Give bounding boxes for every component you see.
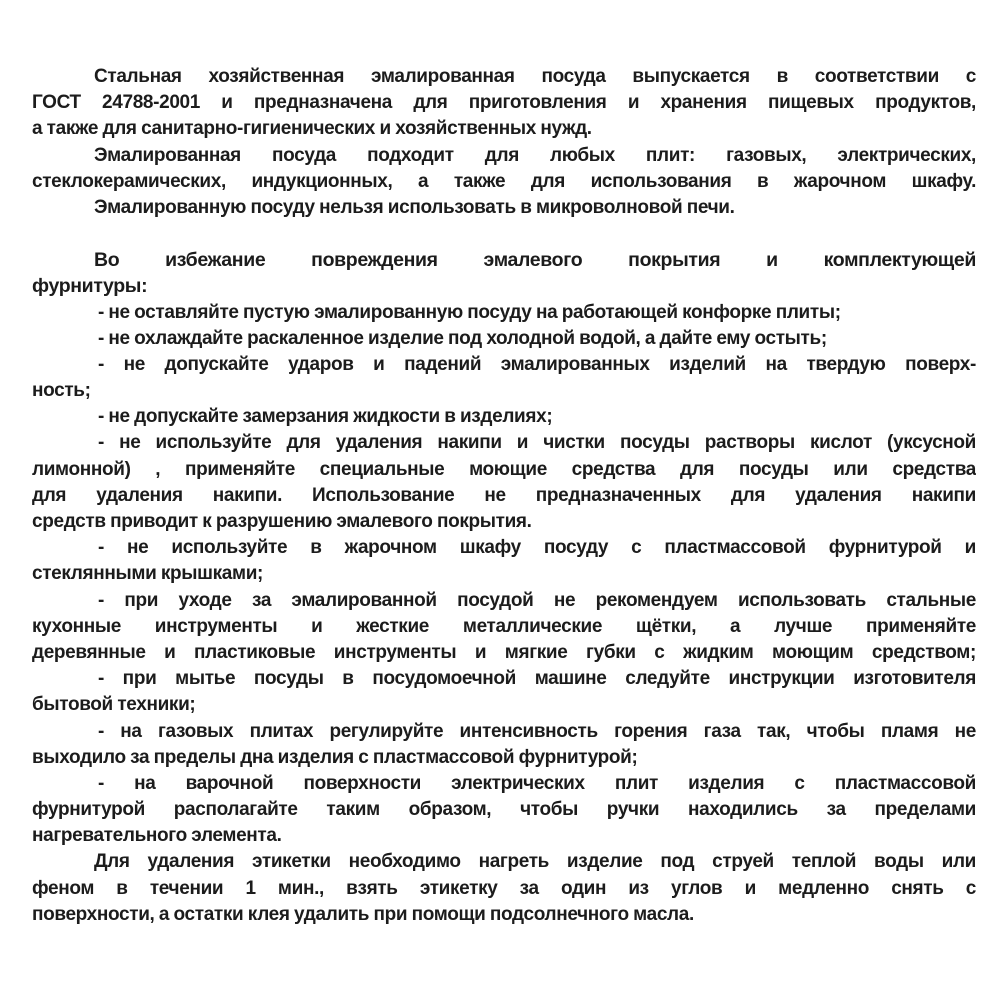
list-item-continuation: выходило за пределы дна изделия с пластмассовой фурнитурой;: [32, 746, 638, 768]
document-text: [32, 64, 976, 928]
list-item: - не используйте для удаления накипи и чистки посуды растворы кислот (уксусной: [98, 432, 976, 454]
paragraph-gap: [32, 221, 976, 247]
list-item-continuation: фурнитурой располагайте таким образом, чтобы ручки находились за пределами: [32, 799, 976, 821]
list-item: - на газовых плитах регулируйте интенсивность горения газа так, чтобы пламя не: [98, 720, 976, 742]
text-line: поверхности, а остатки клея удалить при помощи подсолнечного масла.: [32, 903, 694, 925]
list-item-continuation: кухонные инструменты и жесткие металлические щётки, а лучше применяйте: [32, 615, 976, 637]
list-item-continuation: для удаления накипи. Использование не предназначенных для удаления накипи: [32, 484, 976, 506]
text-line: стеклокерамических, индукционных, а также для использования в жарочном шкафу.: [32, 170, 976, 192]
list-item-continuation: лимонной) , применяйте специальные моющие средства для посуды или средства: [32, 458, 976, 480]
list-item: - не оставляйте пустую эмалированную посуду на работающей конфорке плиты;: [98, 301, 841, 323]
list-item-continuation: бытовой техники;: [32, 694, 196, 716]
list-item-continuation: деревянные и пластиковые инструменты и мягкие губки с жидким моющим средством;: [32, 641, 976, 663]
list-item-continuation: ность;: [32, 380, 91, 402]
text-line: Эмалированную посуду нельзя использовать в микроволновой печи.: [94, 196, 735, 218]
list-item: - не охлаждайте раскаленное изделие под холодной водой, а дайте ему остыть;: [98, 327, 827, 349]
text-line: Для удаления этикетки необходимо нагреть изделие под струей теплой воды или: [94, 851, 976, 873]
list-item: - на варочной поверхности электрических плит изделия с пластмассовой: [98, 772, 976, 794]
section-heading: фурнитуры:: [32, 275, 148, 298]
list-item: - не допускайте замерзания жидкости в изделиях;: [98, 406, 553, 428]
list-item-continuation: стеклянными крышками;: [32, 563, 263, 585]
text-line: феном в течении 1 мин., взять этикетку за один из углов и медленно снять с: [32, 877, 976, 899]
list-item: - при уходе за эмалированной посудой не рекомендуем использовать стальные: [98, 589, 976, 611]
section-heading: Во избежание повреждения эмалевого покрытия и комплектующей: [94, 249, 976, 272]
list-item: - не используйте в жарочном шкафу посуду с пластмассовой фурнитурой и: [98, 537, 976, 559]
text-line: а также для санитарно-гигиенических и хозяйственных нужд.: [32, 118, 592, 140]
text-line: Стальная хозяйственная эмалированная посуда выпускается в соответствии с: [94, 66, 976, 87]
list-item-continuation: средств приводит к разрушению эмалевого покрытия.: [32, 511, 532, 532]
text-line: Эмалированная посуда подходит для любых плит: газовых, электрических,: [94, 144, 976, 166]
text-line: ГОСТ 24788-2001 и предназначена для приготовления и хранения пищевых продуктов,: [32, 92, 976, 114]
list-item: - при мытье посуды в посудомоечной машине следуйте инструкции изготовителя: [98, 668, 976, 690]
list-item: - не допускайте ударов и падений эмалированных изделий на твердую поверх-: [98, 353, 976, 375]
list-item-continuation: нагревательного элемента.: [32, 825, 282, 847]
